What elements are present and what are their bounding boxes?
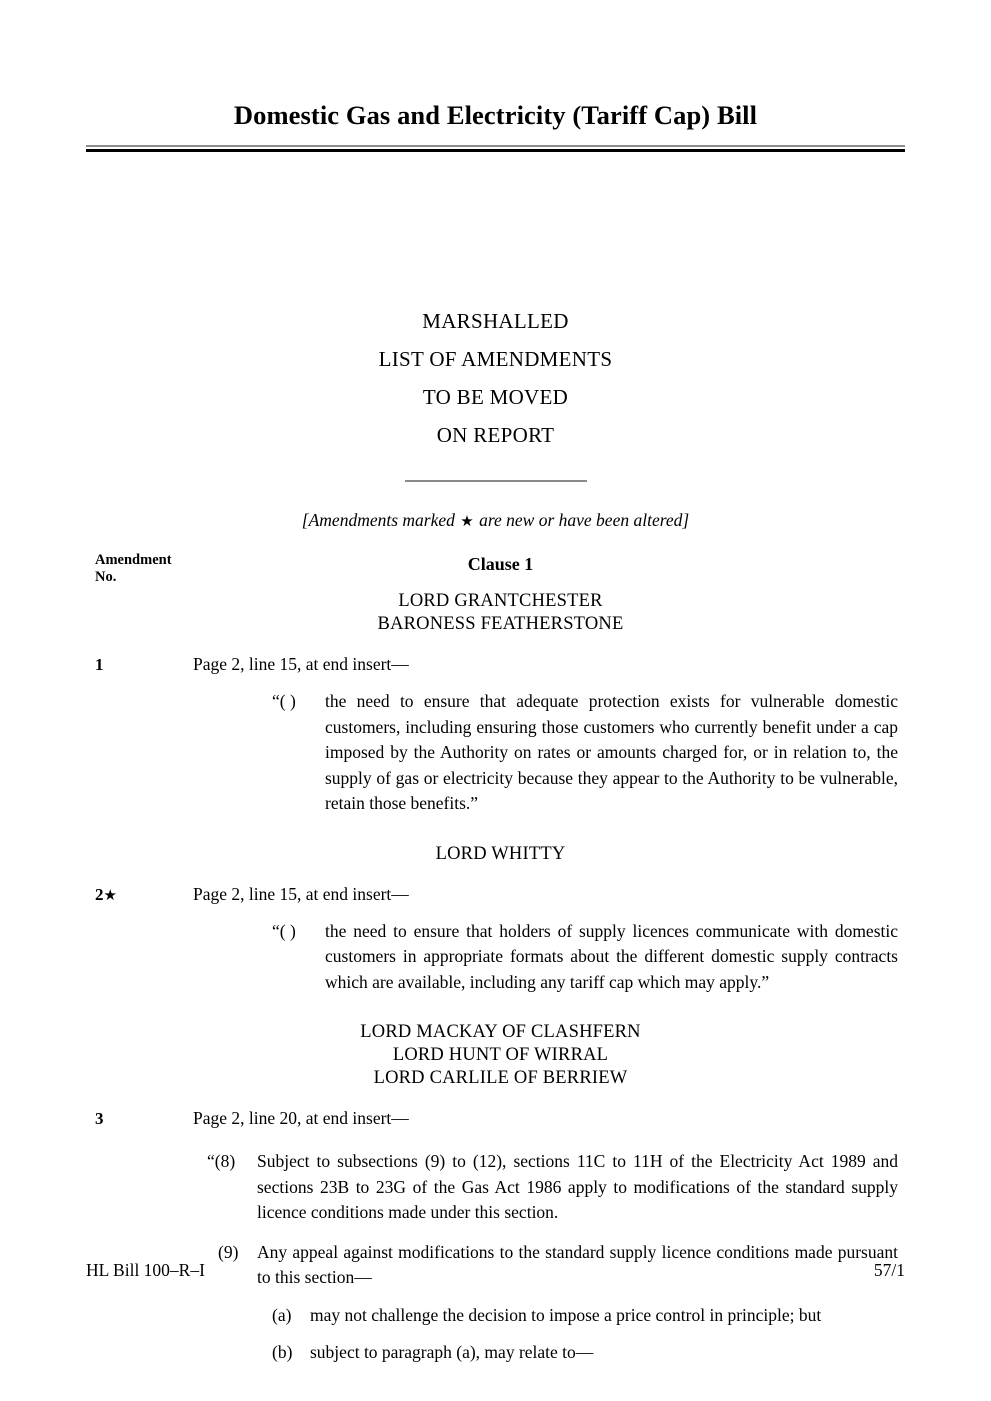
star-icon: ★ [460,514,474,530]
amendment-no-column-label [95,552,205,586]
sponsor-block-1 [0,590,991,636]
heading-line-on-report: ON REPORT [436,423,555,447]
amendment-1 [0,652,991,817]
sponsor-name: LORD HUNT OF WIRRAL [392,1045,609,1065]
heading-line-list-of-amendments: LIST OF AMENDMENTS [378,347,613,371]
separator-rule [405,480,587,482]
amendment-number: 3 [95,1109,104,1128]
sponsor-name: BARONESS FEATHERSTONE [377,614,624,634]
amendments-marked-note [86,510,905,531]
amendment-number [95,882,117,909]
amendment-3 [0,1106,991,1366]
heading-stack [86,302,905,490]
heading-line-to-be-moved: TO BE MOVED [422,385,569,409]
amendment-quote-paragraph [272,689,898,817]
separator-rule-wrap [86,472,905,490]
star-icon: ★ [103,887,117,904]
subsection-marker: “(8) [207,1151,236,1171]
subsection-text: Any appeal against modifications to the standard supply licence conditions made pursuant to this section— [257,1241,898,1287]
page-number: 57/1 [873,1260,905,1280]
subsection-paragraph [207,1149,898,1226]
title-rule-thick [86,149,905,152]
lettered-paragraph [272,1340,898,1366]
lettered-marker: (b) [272,1342,293,1362]
heading-line-marshalled: MARSHALLED [422,309,569,333]
quote-marker: “( ) [272,691,296,711]
note-text-after-star: are new or have been altered [474,510,683,530]
amendment-no-label-line1: Amendment [95,552,172,568]
sponsor-block-2 [0,843,991,866]
amendment-no-label-line2: No. [95,569,117,585]
page-title: Domestic Gas and Electricity (Tariff Cap) Bill [233,100,758,130]
amendment-intro: Page 2, line 15, at end insert— [193,654,409,674]
content-body [0,552,991,1366]
bill-reference: HL Bill 100‒R‒I [86,1260,205,1280]
sponsor-name: LORD MACKAY OF CLASHFERN [360,1022,641,1042]
lettered-marker: (a) [272,1304,292,1325]
amendment-number-value: 2 [95,884,104,904]
note-close-bracket: ] [682,510,690,530]
lettered-paragraph [272,1303,898,1329]
title-block [86,100,905,152]
amendment-number: 1 [95,655,104,674]
sponsor-block-3 [0,1021,991,1090]
amendment-intro: Page 2, line 20, at end insert— [193,1108,409,1128]
subsection-text: Subject to subsections (9) to (12), sections 11C to 11H of the Electricity Act 1989 and sections 23B to 23G of the Gas Act 1986 apply to modifications of the standard supply licence conditions made under this section. [257,1151,898,1222]
title-rule-thin [86,145,905,147]
quote-marker: “( ) [272,920,296,941]
amendment-quote-paragraph [272,919,898,996]
lettered-text: subject to paragraph (a), may relate to— [310,1342,594,1362]
note-open-bracket: [ [301,510,309,530]
quote-text: the need to ensure that holders of supply licences communicate with domestic customers in appropriate formats about the different domestic supply contracts which are available, including any tariff cap which may apply.” [325,920,898,992]
sponsor-name: LORD WHITTY [435,843,566,864]
lettered-text: may not challenge the decision to impose a price control in principle; but [310,1304,822,1325]
amendment-2 [0,882,991,996]
clause-heading: Clause 1 [467,554,534,574]
sponsor-name: LORD GRANTCHESTER [398,591,603,611]
sponsor-name: LORD CARLILE OF BERRIEW [373,1068,628,1088]
quote-text: the need to ensure that adequate protection exists for vulnerable domestic customers, including ensuring those customers who currently benefit under a cap imposed by the Authority on rates or amounts charged for, or in relation to, the supply of gas or electricity because they appear to the Authority to be vulnerable, retain those benefits.” [325,691,898,813]
subsection-marker: (9) [218,1241,239,1262]
page-footer [86,1258,905,1282]
note-text-before-star: Amendments marked [308,510,460,530]
amendment-intro: Page 2, line 15, at end insert— [193,883,409,904]
